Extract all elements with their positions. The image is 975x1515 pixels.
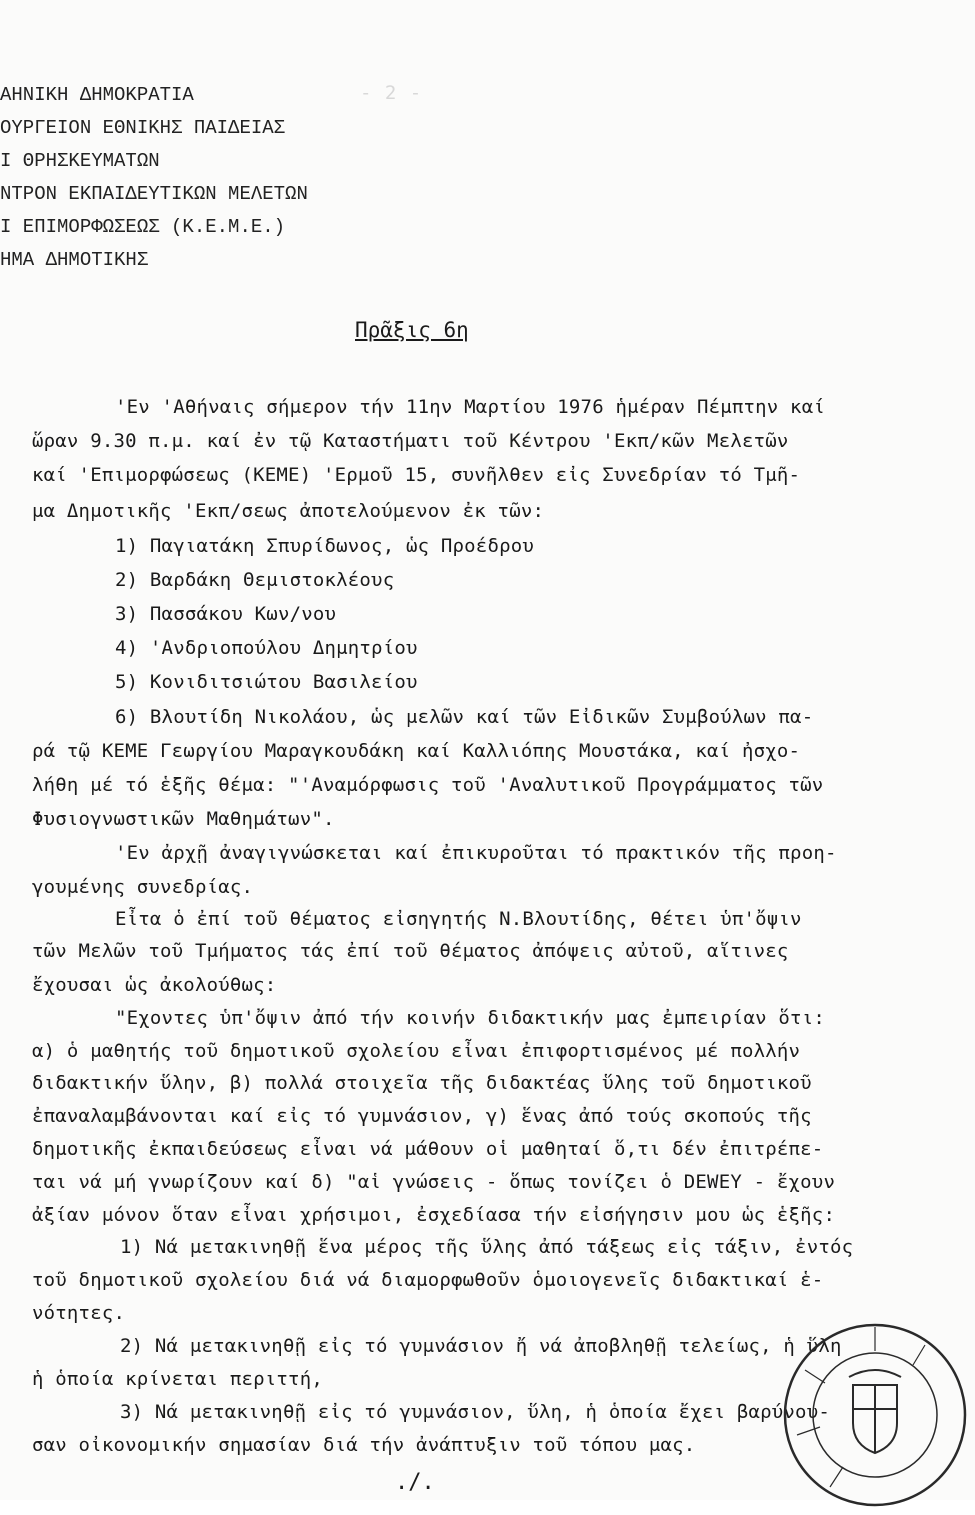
letterhead-line: ΗΜΑ ΔΗΜΟΤΙΚΗΣ xyxy=(0,249,149,271)
letterhead-line: Ι ΘΡΗΣΚΕΥΜΑΤΩΝ xyxy=(0,150,160,172)
body-line: καί 'Επιμορφώσεως (ΚΕΜΕ) 'Ερμοῦ 15, συνῆλθεν εἰς Συνεδρίαν τό Τμῆ- xyxy=(32,464,801,486)
body-line: α) ὁ μαθητής τοῦ δημοτικοῦ σχολείου εἶναι ἐπιφορτισμένος μέ πολλήν xyxy=(32,1040,801,1062)
body-line: ἔχουσαι ὡς ἀκολούθως: xyxy=(32,974,277,996)
official-seal-icon xyxy=(775,1315,975,1515)
list-item: 3) Πασσάκου Κων/νου xyxy=(115,603,337,625)
body-line: 'Εν 'Αθήναις σήμερον τήν 11ην Μαρτίου 1976 ἡμέραν Πέμπτην καί xyxy=(115,396,825,418)
body-line: Εἶτα ὁ ἐπί τοῦ θέματος εἰσηγητής Ν.Βλουτίδης, θέτει ὑπ'ὄψιν xyxy=(115,908,802,930)
list-item: 1) Παγιατάκη Σπυρίδωνος, ὡς Προέδρου xyxy=(115,535,535,557)
body-line: ἡ ὁποία κρίνεται περιττή, xyxy=(32,1368,323,1390)
body-line: τοῦ δημοτικοῦ σχολείου διά νά διαμορφωθοῦν ὁμοιογενεῖς διδακτικαί ἑ- xyxy=(32,1269,824,1291)
body-line: γουμένης συνεδρίας. xyxy=(32,876,254,898)
body-line: νότητες. xyxy=(32,1302,126,1324)
body-line: ὥραν 9.30 π.μ. καί ἐν τῷ Καταστήματι τοῦ Κέντρου 'Εκπ/κῶν Μελετῶν xyxy=(32,430,789,452)
body-line: "Εχοντες ὑπ'ὄψιν ἀπό τήν κοινήν διδακτικήν μας ἐμπειρίαν ὅτι: xyxy=(115,1007,825,1029)
list-item: 2) Βαρδάκη Θεμιστοκλέους xyxy=(115,569,395,591)
list-item: 3) Νά μετακινηθῇ εἰς τό γυμνάσιον, ὕλη, ἡ ὁποία ἔχει βαρύνου- xyxy=(120,1401,830,1423)
body-line: σαν οἰκονομικήν σημασίαν διά τήν ἀνάπτυξιν τοῦ τόπου μας. xyxy=(32,1434,696,1456)
body-line: μα Δημοτικῆς 'Εκπ/σεως ἀποτελούμενον ἐκ τῶν: xyxy=(32,500,545,522)
document-title: Πρᾶξις 6η xyxy=(355,318,469,342)
body-line: ρά τῷ ΚΕΜΕ Γεωργίου Μαραγκουδάκη καί Καλλιόπης Μουστάκα, καί ἠσχο- xyxy=(32,740,801,762)
list-item: 2) Νά μετακινηθῇ εἰς τό γυμνάσιον ἤ νά ἀποβληθῇ τελείως, ἡ ὕλη xyxy=(120,1335,842,1357)
body-line: ἐπαναλαμβάνονται καί εἰς τό γυμνάσιον, γ) ἕνας ἀπό τούς σκοπούς τῆς xyxy=(32,1105,812,1127)
body-line: διδακτικήν ὕλην, β) πολλά στοιχεῖα τῆς διδακτέας ὕλης τοῦ δημοτικοῦ xyxy=(32,1072,812,1094)
list-item: 4) 'Ανδριοπούλου Δημητρίου xyxy=(115,637,418,659)
body-line: τῶν Μελῶν τοῦ Τμήματος τάς ἐπί τοῦ θέματος ἀπόψεις αὐτοῦ, αἵτινες xyxy=(32,940,789,962)
body-line: 'Εν ἀρχῇ ἀναγιγνώσκεται καί ἐπικυροῦται τό πρακτικόν τῆς προη- xyxy=(115,842,837,864)
body-line: δημοτικῆς ἐκπαιδεύσεως εἶναι νά μάθουν οἱ μαθηταί ὅ,τι δέν ἐπιτρέπε- xyxy=(32,1138,824,1160)
list-item: 5) Κονιδιτσιώτου Βασιλείου xyxy=(115,671,418,693)
letterhead-line: ΑΗΝΙΚΗ ΔΗΜΟΚΡΑΤΙΑ xyxy=(0,84,194,106)
body-line: λήθη μέ τό ἑξῆς θέμα: "'Αναμόρφωσις τοῦ 'Αναλυτικοῦ Προγράμματος τῶν xyxy=(32,774,824,796)
letterhead-line: ΝΤΡΟΝ ΕΚΠΑΙΔΕΥΤΙΚΩΝ ΜΕΛΕΤΩΝ xyxy=(0,183,308,205)
continuation-mark: ./. xyxy=(395,1470,435,1495)
letterhead-line: Ι ΕΠΙΜΟΡΦΩΣΕΩΣ (Κ.Ε.Μ.Ε.) xyxy=(0,216,286,238)
body-line: ἀξίαν μόνον ὅταν εἶναι χρήσιμοι, ἐσχεδίασα τήν εἰσήγησιν μου ὡς ἑξῆς: xyxy=(32,1204,836,1226)
body-line: ται νά μή γνωρίζουν καί δ) "αἱ γνώσεις - ὅπως τονίζει ὁ DEWEY - ἔχουν xyxy=(32,1171,836,1193)
list-item: 6) Βλουτίδη Νικολάου, ὡς μελῶν καί τῶν Εἰδικῶν Συμβούλων πα- xyxy=(115,706,814,728)
list-item: 1) Νά μετακινηθῇ ἕνα μέρος τῆς ὕλης ἀπό τάξεως εἰς τάξιν, ἐντός xyxy=(120,1236,854,1258)
bleed-through-page-number: - 2 - xyxy=(360,82,423,104)
body-line: Φυσιογνωστικῶν Μαθημάτων". xyxy=(32,808,335,830)
letterhead-line: ΟΥΡΓΕΙΟΝ ΕΘΝΙΚΗΣ ΠΑΙΔΕΙΑΣ xyxy=(0,117,286,139)
